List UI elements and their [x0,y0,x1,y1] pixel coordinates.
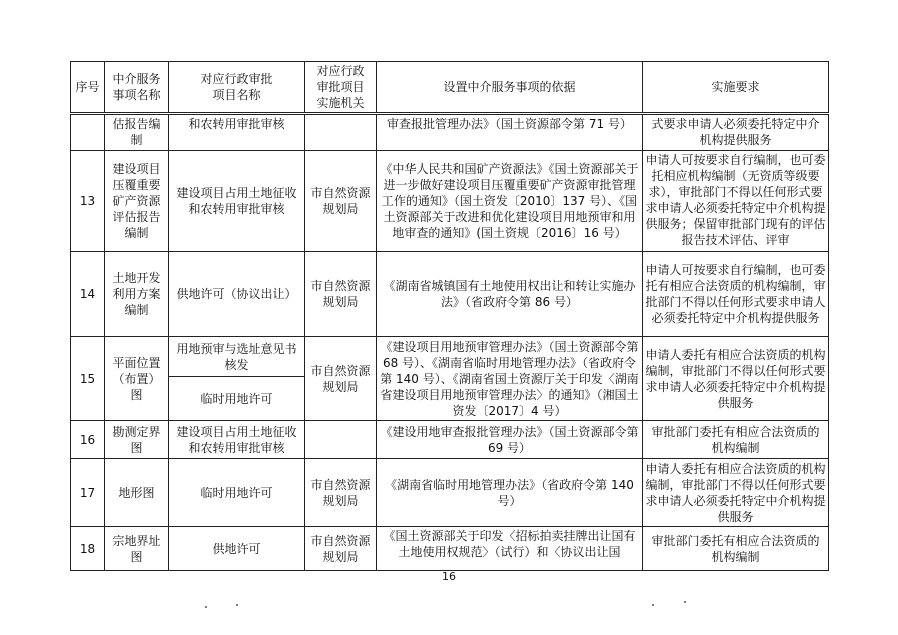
cell-agency: 市自然资源 规划局 [305,252,377,337]
cell-agency: 市自然资源 规划局 [305,151,377,252]
cell-no: 13 [71,151,105,252]
table-row [71,337,829,377]
cell-requirement: 审批部门委托有相应合法资质的 机构编制 [643,527,829,571]
table-row [71,459,829,527]
cell-agency [305,421,377,459]
header-agency: 对应行政 审批项目 实施机关 [305,62,377,114]
scan-speck [684,601,686,603]
table-row [71,252,829,337]
cell-approval: 供地许可（协议出让） [169,252,305,337]
cell-basis: 《中华人民共和国矿产资源法》《国土资源部关于进一步做好建设项目压覆重要矿产资源审批管理工作的通知》（国土资发〔2010〕137 号）、《国土资源部关于改进和优化建设项目用地预审和用地审查的通知》(国土资规〔2016〕16 号） [377,151,643,252]
header-item: 中介服务 事项名称 [105,62,169,114]
cell-no: 18 [71,527,105,571]
cell-approval: 建设项目占用土地征收 和农转用审批审核 [169,421,305,459]
table-row [71,421,829,459]
cell-basis: 《湖南省临时用地管理办法》（省政府令第 140 号） [377,459,643,527]
header-no: 序号 [71,62,105,114]
cell-no: 15 [71,337,105,421]
header-requirement: 实施要求 [643,62,829,114]
cell-item: 宗地界址 图 [105,527,169,571]
cell-no: 17 [71,459,105,527]
cell-item: 勘测定界 图 [105,421,169,459]
cell-agency [305,114,377,151]
cell-requirement: 申请人委托有相应合法资质的机构编制，审批部门不得以任何形式要求申请人必须委托特定中介机构提供服务 [643,337,829,421]
cell-item: 地形图 [105,459,169,527]
cell-basis: 《建设用地审查报批管理办法》（国土资源部令第 69 号） [377,421,643,459]
cell-item: 平面位置 （布置）图 [105,337,169,421]
cell-basis: 《国土资源部关于印发〈招标拍卖挂牌出让国有土地使用权规范〉（试行）和〈协议出让国 [377,527,643,571]
scan-speck [236,604,238,606]
header-basis: 设置中介服务事项的依据 [377,62,643,114]
cell-agency: 市自然资源 规划局 [305,459,377,527]
cell-approval: 供地许可 [169,527,305,571]
header-approval: 对应行政审批 项目名称 [169,62,305,114]
cell-basis: 审查报批管理办法》（国土资源部令第 71 号） [377,114,643,151]
table-row [71,114,829,151]
cell-no: 14 [71,252,105,337]
cell-approval: 和农转用审批审核 [169,114,305,151]
cell-approval: 建设项目占用土地征收 和农转用审批审核 [169,151,305,252]
cell-no: 16 [71,421,105,459]
cell-agency: 市自然资源 规划局 [305,337,377,421]
cell-requirement: 申请人可按要求自行编制，也可委托相应机构编制（无资质等级要求），审批部门不得以任何形式要求申请人必须委托特定中介机构提供服务；保留审批部门现有的评估报告技术评估、评审 [643,151,829,252]
cell-item: 估报告编 制 [105,114,169,151]
table-row [71,151,829,252]
cell-item: 土地开发 利用方案 编制 [105,252,169,337]
page-number: 16 [442,570,456,583]
cell-requirement: 式要求申请人必须委托特定中介 机构提供服务 [643,114,829,151]
cell-item: 建设项目 压覆重要 矿产资源 评估报告 编制 [105,151,169,252]
services-table [70,61,829,571]
cell-approval: 临时用地许可 [169,459,305,527]
scan-speck [652,604,654,606]
table-row [71,527,829,571]
cell-basis: 《建设项目用地预审管理办法》（国土资源部令第 68 号）、《湖南省临时用地管理办法》（省政府令第 140 号）、《湖南省国土资源厅关于印发〈湖南省建设项目用地预审管理办法〉的通知》（湘国土资发〔2017〕4 号） [377,337,643,421]
cell-approval: 用地预审与选址意见书 核发 [169,337,305,377]
cell-requirement: 审批部门委托有相应合法资质的 机构编制 [643,421,829,459]
cell-approval-secondary: 临时用地许可 [169,377,305,421]
cell-no [71,114,105,151]
cell-requirement: 申请人委托有相应合法资质的机构编制，审批部门不得以任何形式要求申请人必须委托特定中介机构提供服务 [643,459,829,527]
scan-speck [205,606,207,608]
cell-requirement: 申请人可按要求自行编制，也可委托有相应合法资质的机构编制，审批部门不得以任何形式要求申请人必须委托特定中介机构提供服务 [643,252,829,337]
cell-basis: 《湖南省城镇国有土地使用权出让和转让实施办法》（省政府令第 86 号） [377,252,643,337]
cell-agency: 市自然资源 规划局 [305,527,377,571]
